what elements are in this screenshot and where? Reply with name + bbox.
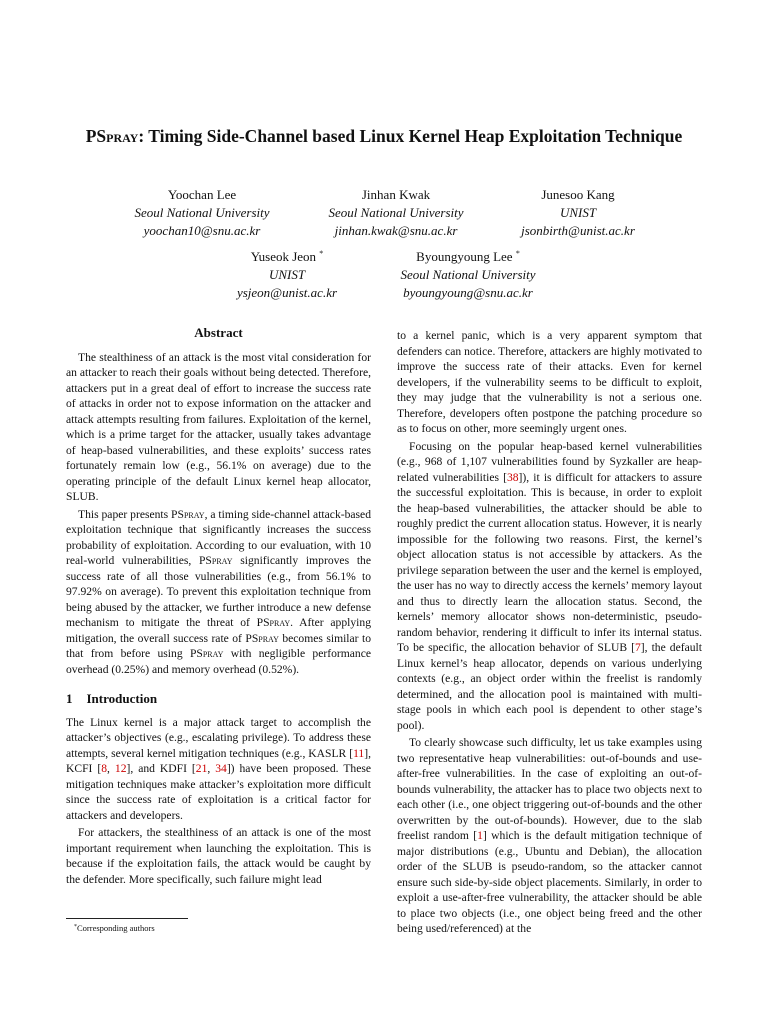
citation-link[interactable]: 12 bbox=[114, 762, 127, 775]
author-block bbox=[112, 183, 292, 240]
right-column bbox=[397, 328, 702, 939]
title-system-name: PSpray bbox=[85, 126, 139, 146]
citation-link[interactable]: 38 bbox=[506, 470, 519, 484]
author-block bbox=[378, 245, 558, 302]
author-name: Yuseok Jeon * bbox=[250, 249, 324, 264]
author-email: jsonbirth@unist.ac.kr bbox=[521, 223, 635, 238]
body-paragraph: To clearly showcase such difficulty, let us take examples using two representative heap vulnerabilities: out-of-bounds and use-after-free vulnerabilities. In the case of exploiting an out-of-bounds vulnerability, the attacker has to place two objects next to each other (i.e., one object triggering out-of-bounds and the other overwritten by the out-of-bounds). However, due to the slab freelist random [1] which is the default mitigation technique of major distributions (e.g., Ubuntu and Debian), the allocation order of the SLUB is pseudo-random, so the attacker cannot ensure such side-by-side object placements. Similarly, in order to exploit a use-after-free vulnerability, the attacker should be able to place two objects (i.e., one object being freed and the other being used/referenced) at the bbox=[397, 736, 702, 935]
citation-link[interactable]: 7 bbox=[634, 641, 641, 654]
author-name: Jinhan Kwak bbox=[361, 187, 431, 202]
author-affiliation: Seoul National University bbox=[328, 205, 464, 220]
author-block bbox=[488, 183, 668, 240]
abstract-paragraph: The stealthiness of an attack is the most vital consideration for an attacker to reach their goals without being detected. Therefore, attackers put in a great deal of effort to increase the success rate of attacks in order not to expose information on the attacker and attack attempts resulting from failures. Exploitation of the kernel, which is a prime target for the attacker, usually takes advantage of heap-based vulnerabilities, and these exploits’ success rates fortunately remain low (e.g., 56.1% on average) due to the operating principle of the default Linux kernel heap allocator, SLUB. bbox=[66, 350, 371, 503]
author-name: Junesoo Kang bbox=[541, 187, 615, 202]
footnote: *Corresponding authors bbox=[74, 923, 155, 933]
author-email: yoochan10@snu.ac.kr bbox=[143, 223, 261, 238]
body-paragraph: The Linux kernel is a major attack target to accomplish the attacker’s objectives (e.g., escalating privilege). To address these attempts, several kernel mitigation techniques (e.g., KASLR [11], KCFI [8, 12], and KDFI [21, 34]) have been proposed. These mitigation techniques make attacker’s exploitation more difficult since the success rate of exploitation is a critical factor for attackers and developers. bbox=[66, 715, 371, 822]
citation-link[interactable]: 1 bbox=[477, 829, 483, 842]
citation-link[interactable]: 8 bbox=[101, 762, 108, 775]
left-column bbox=[66, 322, 371, 889]
body-paragraph: to a kernel panic, which is a very apparent symptom that defenders can notice. Therefore, attackers are highly motivated to improve the success rate of their attacks. Even for kernel developers, if the vulnerability seems to be difficult to exploit, they may judge that the vulnerability is not a serious one. Therefore, developers often postpone the patching procedure so as to focus on other, more seemingly urgent ones. bbox=[397, 329, 702, 435]
section-heading-introduction: 1 Introduction bbox=[66, 691, 158, 706]
abstract-heading: Abstract bbox=[194, 325, 243, 340]
paper-title bbox=[0, 126, 768, 147]
citation-link[interactable]: 11 bbox=[353, 746, 365, 760]
body-paragraph: Focusing on the popular heap-based kernel vulnerabilities (e.g., 968 of 1,107 vulnerabilities found by Syzkaller are heap-related vulnerabilities [38]), it is difficult for attackers to assure the successful exploitation. This is because, in order to exploit the heap-based vulnerabilities, the attacker should be able to roughly predict the current allocation status. However, it is nearly impossible for the following two reasons. First, the kernel’s object allocation status is not accessible by attackers. As the privilege separation between the user and the kernel is employed, the user has no way to directly access the kernels’ memory layout and thus to directly learn the allocation status. Second, the kernels’ memory allocator shows non-deterministic, pseudo-random behavior, rendering it difficult to infer its internal status. To be specific, the allocation behavior of SLUB [7], the default Linux kernel’s heap allocator, depends on various underlying contexts (e.g., an object order within the freelist is randomly determined, and the allocation pool is maintained with multi-stage pools in which each pool is dependent to other stage’s pool). bbox=[397, 439, 702, 732]
abstract-paragraph: This paper presents PSpray, a timing side-channel attack-based exploitation technique that significantly increases the success probability of exploitation. According to our evaluation, with 10 real-world vulnerabilities, PSpray significantly improves the success rate of all those vulnerabilities (e.g., from 56.1% to 97.92% on average). To prevent this exploitation technique from being abused by the attacker, we further introduce a new defense mechanism to mitigate the threat of PSpray. After applying mitigation, the overall success rate of PSpray becomes similar to that from before using PSpray with negligible performance overhead (0.25%) and memory overhead (0.52%). bbox=[66, 507, 371, 676]
author-affiliation: Seoul National University bbox=[134, 205, 270, 220]
citation-link[interactable]: 34 bbox=[215, 762, 227, 775]
author-affiliation: UNIST bbox=[559, 205, 597, 220]
author-name: Yoochan Lee bbox=[167, 187, 237, 202]
body-paragraph: For attackers, the stealthiness of an attack is one of the most important requirement when launching the exploitation. This is because if the exploitation fails, the attack would be caught by the defender. More specifically, such failure might lead bbox=[66, 826, 371, 886]
author-email: byoungyoung@snu.ac.kr bbox=[403, 285, 533, 300]
author-block bbox=[306, 183, 486, 240]
author-block bbox=[202, 245, 372, 302]
author-email: jinhan.kwak@snu.ac.kr bbox=[334, 223, 458, 238]
author-name: Byoungyoung Lee * bbox=[416, 249, 520, 264]
author-affiliation: UNIST bbox=[268, 267, 306, 282]
footnote-rule bbox=[66, 918, 188, 919]
author-email: ysjeon@unist.ac.kr bbox=[236, 285, 338, 300]
title-text: : Timing Side-Channel based Linux Kernel Heap Exploitation Technique bbox=[138, 126, 683, 146]
citation-link[interactable]: 21 bbox=[195, 762, 208, 775]
author-affiliation: Seoul National University bbox=[400, 267, 536, 282]
